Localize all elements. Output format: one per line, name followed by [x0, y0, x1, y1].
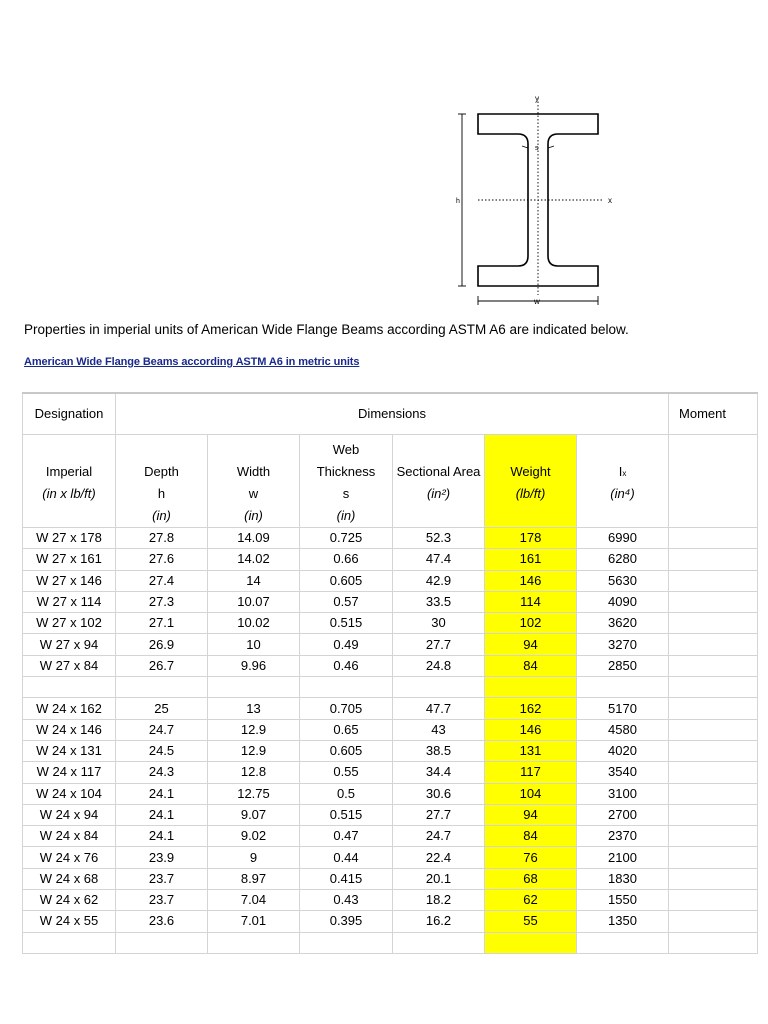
depth-header-unit: (in) — [152, 508, 171, 523]
area-col-header — [393, 435, 485, 528]
table-row — [23, 591, 758, 612]
moment-ix-cell: 3100 — [577, 783, 669, 804]
weight-cell: 146 — [485, 719, 577, 740]
web-label: s — [535, 145, 539, 152]
width-cell: 9.07 — [208, 804, 300, 825]
weight-cell: 84 — [485, 826, 577, 847]
extra-cell — [669, 911, 758, 932]
weight-cell: 178 — [485, 528, 577, 549]
table-row — [23, 570, 758, 591]
designation-cell: W 27 x 161 — [23, 549, 116, 570]
designation-cell: W 24 x 162 — [23, 698, 116, 719]
width-cell: 13 — [208, 698, 300, 719]
table-row — [23, 890, 758, 911]
sectional-area-cell: 30.6 — [393, 783, 485, 804]
depth-cell: 24.1 — [116, 826, 208, 847]
moment-ix-cell: 5630 — [577, 570, 669, 591]
table-row — [23, 634, 758, 655]
moment-ix-cell: 5170 — [577, 698, 669, 719]
table-row — [23, 932, 758, 953]
weight-cell — [485, 677, 577, 698]
extra-cell — [669, 677, 758, 698]
sectional-area-cell: 33.5 — [393, 591, 485, 612]
web-thickness-cell: 0.49 — [300, 634, 393, 655]
width-header-unit: (in) — [244, 508, 263, 523]
weight-cell: 68 — [485, 868, 577, 889]
web-thickness-cell: 0.415 — [300, 868, 393, 889]
designation-cell: W 24 x 62 — [23, 890, 116, 911]
sectional-area-cell: 20.1 — [393, 868, 485, 889]
depth-header-symbol: h — [157, 486, 166, 501]
extra-cell — [669, 932, 758, 953]
depth-cell: 27.3 — [116, 591, 208, 612]
sectional-area-cell: 47.7 — [393, 698, 485, 719]
weight-cell: 62 — [485, 890, 577, 911]
weight-cell: 131 — [485, 740, 577, 761]
width-cell: 14.09 — [208, 528, 300, 549]
depth-cell: 27.8 — [116, 528, 208, 549]
table-row — [23, 868, 758, 889]
width-header-label: Width — [236, 464, 271, 479]
moment-ix-cell: 3540 — [577, 762, 669, 783]
depth-header-label: Depth — [144, 464, 179, 479]
moment-ix-cell: 2100 — [577, 847, 669, 868]
y-axis-label: y — [535, 94, 539, 103]
width-cell: 14.02 — [208, 549, 300, 570]
sectional-area-cell: 34.4 — [393, 762, 485, 783]
designation-cell: W 27 x 84 — [23, 655, 116, 676]
web-header-label-2: Thickness — [316, 464, 376, 479]
table-row — [23, 528, 758, 549]
table-row — [23, 762, 758, 783]
table-row — [23, 804, 758, 825]
moment-ix-cell: 6280 — [577, 549, 669, 570]
ix-col-header — [577, 435, 669, 528]
width-cell: 10 — [208, 634, 300, 655]
designation-cell: W 24 x 76 — [23, 847, 116, 868]
x-axis-label: x — [608, 196, 612, 205]
moment-ix-cell: 2700 — [577, 804, 669, 825]
web-thickness-cell: 0.57 — [300, 591, 393, 612]
sectional-area-cell: 30 — [393, 613, 485, 634]
weight-header-label: Weight — [510, 464, 551, 479]
sectional-area-cell: 27.7 — [393, 634, 485, 655]
sectional-area-cell: 43 — [393, 719, 485, 740]
weight-cell: 114 — [485, 591, 577, 612]
depth-cell: 23.7 — [116, 868, 208, 889]
moment-ix-cell — [577, 932, 669, 953]
designation-cell: W 24 x 68 — [23, 868, 116, 889]
depth-cell: 26.7 — [116, 655, 208, 676]
extra-cell — [669, 762, 758, 783]
width-cell — [208, 677, 300, 698]
width-cell: 10.02 — [208, 613, 300, 634]
web-thickness-cell: 0.395 — [300, 911, 393, 932]
extra-cell — [669, 549, 758, 570]
metric-units-link[interactable]: American Wide Flange Beams according ASTM A6 in metric units — [24, 356, 360, 368]
imperial-col-header — [23, 435, 116, 528]
moment-ix-cell: 3620 — [577, 613, 669, 634]
designation-cell: W 27 x 102 — [23, 613, 116, 634]
web-thickness-cell: 0.47 — [300, 826, 393, 847]
depth-col-header — [116, 435, 208, 528]
extra-cell — [669, 613, 758, 634]
area-header-label: Sectional Area — [396, 464, 481, 479]
designation-cell: W 24 x 131 — [23, 740, 116, 761]
moment-ix-cell: 4020 — [577, 740, 669, 761]
depth-cell: 23.6 — [116, 911, 208, 932]
table-row — [23, 655, 758, 676]
weight-cell: 162 — [485, 698, 577, 719]
designation-cell: W 24 x 94 — [23, 804, 116, 825]
width-label: w — [534, 297, 540, 306]
depth-cell: 24.1 — [116, 783, 208, 804]
depth-cell: 24.1 — [116, 804, 208, 825]
width-cell — [208, 932, 300, 953]
width-cell: 12.9 — [208, 740, 300, 761]
web-thickness-cell — [300, 932, 393, 953]
sectional-area-cell: 24.7 — [393, 826, 485, 847]
dimensions-header-label: Dimensions — [358, 406, 426, 421]
extra-cell — [669, 655, 758, 676]
moment-header: Moment — [669, 393, 758, 435]
sectional-area-cell: 52.3 — [393, 528, 485, 549]
weight-cell: 104 — [485, 783, 577, 804]
table-row — [23, 847, 758, 868]
weight-cell: 102 — [485, 613, 577, 634]
depth-cell: 24.7 — [116, 719, 208, 740]
extra-cell — [669, 826, 758, 847]
extra-cell — [669, 591, 758, 612]
extra-col-header — [669, 435, 758, 528]
designation-header: Designation — [23, 393, 116, 435]
moment-ix-cell: 4580 — [577, 719, 669, 740]
extra-cell — [669, 719, 758, 740]
table-row — [23, 740, 758, 761]
width-cell: 7.01 — [208, 911, 300, 932]
designation-cell: W 24 x 146 — [23, 719, 116, 740]
weight-cell: 94 — [485, 804, 577, 825]
designation-cell: W 27 x 114 — [23, 591, 116, 612]
extra-cell — [669, 570, 758, 591]
intro-text: Properties in imperial units of American Wide Flange Beams according ASTM A6 are indicated below. — [24, 322, 629, 337]
web-thickness-cell: 0.66 — [300, 549, 393, 570]
designation-cell: W 27 x 94 — [23, 634, 116, 655]
depth-cell: 24.3 — [116, 762, 208, 783]
width-cell: 10.07 — [208, 591, 300, 612]
weight-cell: 55 — [485, 911, 577, 932]
web-thickness-cell — [300, 677, 393, 698]
moment-ix-cell: 6990 — [577, 528, 669, 549]
moment-ix-cell: 1550 — [577, 890, 669, 911]
depth-cell: 23.7 — [116, 890, 208, 911]
depth-cell: 23.9 — [116, 847, 208, 868]
sectional-area-cell: 47.4 — [393, 549, 485, 570]
ix-header-label: Ix — [618, 464, 627, 479]
weight-cell — [485, 932, 577, 953]
depth-cell: 26.9 — [116, 634, 208, 655]
weight-cell: 117 — [485, 762, 577, 783]
designation-cell: W 24 x 84 — [23, 826, 116, 847]
web-thickness-cell: 0.515 — [300, 804, 393, 825]
web-thickness-cell: 0.605 — [300, 740, 393, 761]
weight-cell: 146 — [485, 570, 577, 591]
width-cell: 14 — [208, 570, 300, 591]
designation-cell: W 24 x 104 — [23, 783, 116, 804]
sectional-area-cell: 42.9 — [393, 570, 485, 591]
table-row — [23, 677, 758, 698]
extra-cell — [669, 804, 758, 825]
extra-cell — [669, 868, 758, 889]
width-header-symbol: w — [248, 486, 259, 501]
moment-ix-cell — [577, 677, 669, 698]
extra-cell — [669, 698, 758, 719]
moment-ix-cell: 1830 — [577, 868, 669, 889]
table-row — [23, 698, 758, 719]
extra-cell — [669, 783, 758, 804]
sectional-area-cell: 22.4 — [393, 847, 485, 868]
table-row — [23, 613, 758, 634]
web-thickness-cell: 0.43 — [300, 890, 393, 911]
extra-cell — [669, 740, 758, 761]
depth-cell — [116, 677, 208, 698]
weight-cell: 76 — [485, 847, 577, 868]
group-header-row — [23, 393, 758, 435]
moment-ix-cell: 4090 — [577, 591, 669, 612]
width-cell: 12.9 — [208, 719, 300, 740]
extra-cell — [669, 528, 758, 549]
width-cell: 12.75 — [208, 783, 300, 804]
table-row — [23, 826, 758, 847]
width-col-header — [208, 435, 300, 528]
imperial-header-unit: (in x lb/ft) — [42, 486, 96, 501]
sectional-area-cell: 38.5 — [393, 740, 485, 761]
web-header-symbol: s — [342, 486, 350, 501]
width-cell: 12.8 — [208, 762, 300, 783]
web-thickness-cell: 0.55 — [300, 762, 393, 783]
web-thickness-cell: 0.515 — [300, 613, 393, 634]
designation-cell: W 27 x 178 — [23, 528, 116, 549]
moment-ix-cell: 3270 — [577, 634, 669, 655]
web-thickness-cell: 0.65 — [300, 719, 393, 740]
extra-cell — [669, 634, 758, 655]
width-cell: 8.97 — [208, 868, 300, 889]
table-row — [23, 911, 758, 932]
table-row — [23, 549, 758, 570]
sectional-area-cell — [393, 932, 485, 953]
sectional-area-cell: 18.2 — [393, 890, 485, 911]
web-header-unit: (in) — [336, 508, 356, 523]
column-header-row — [23, 435, 758, 528]
extra-cell — [669, 890, 758, 911]
depth-cell: 25 — [116, 698, 208, 719]
imperial-header-label: Imperial — [45, 464, 93, 479]
beam-properties-table — [22, 392, 758, 954]
designation-cell — [23, 677, 116, 698]
moment-ix-cell: 2850 — [577, 655, 669, 676]
depth-cell — [116, 932, 208, 953]
sectional-area-cell: 16.2 — [393, 911, 485, 932]
depth-cell: 24.5 — [116, 740, 208, 761]
web-col-header — [300, 435, 393, 528]
depth-cell: 27.4 — [116, 570, 208, 591]
weight-cell: 94 — [485, 634, 577, 655]
web-thickness-cell: 0.46 — [300, 655, 393, 676]
sectional-area-cell: 24.8 — [393, 655, 485, 676]
depth-cell: 27.1 — [116, 613, 208, 634]
moment-ix-cell: 1350 — [577, 911, 669, 932]
designation-cell: W 24 x 55 — [23, 911, 116, 932]
width-cell: 9 — [208, 847, 300, 868]
width-cell: 7.04 — [208, 890, 300, 911]
designation-cell: W 24 x 117 — [23, 762, 116, 783]
dimensions-header — [116, 393, 669, 435]
weight-cell: 84 — [485, 655, 577, 676]
area-header-unit: (in²) — [426, 486, 451, 501]
extra-cell — [669, 847, 758, 868]
web-thickness-cell: 0.44 — [300, 847, 393, 868]
weight-col-header — [485, 435, 577, 528]
moment-ix-cell: 2370 — [577, 826, 669, 847]
weight-header-unit: (lb/ft) — [515, 486, 546, 501]
beam-section-diagram — [452, 90, 622, 310]
sectional-area-cell — [393, 677, 485, 698]
weight-cell: 161 — [485, 549, 577, 570]
designation-cell — [23, 932, 116, 953]
sectional-area-cell: 27.7 — [393, 804, 485, 825]
ix-header-unit: (in⁴) — [610, 486, 635, 501]
designation-cell: W 27 x 146 — [23, 570, 116, 591]
depth-cell: 27.6 — [116, 549, 208, 570]
depth-label: h — [456, 198, 460, 205]
width-cell: 9.02 — [208, 826, 300, 847]
table-row — [23, 719, 758, 740]
beam-properties-table-wrapper — [22, 392, 726, 944]
web-thickness-cell: 0.5 — [300, 783, 393, 804]
web-thickness-cell: 0.705 — [300, 698, 393, 719]
width-cell: 9.96 — [208, 655, 300, 676]
table-row — [23, 783, 758, 804]
web-thickness-cell: 0.605 — [300, 570, 393, 591]
web-header-label-1: Web — [332, 442, 360, 457]
web-thickness-cell: 0.725 — [300, 528, 393, 549]
